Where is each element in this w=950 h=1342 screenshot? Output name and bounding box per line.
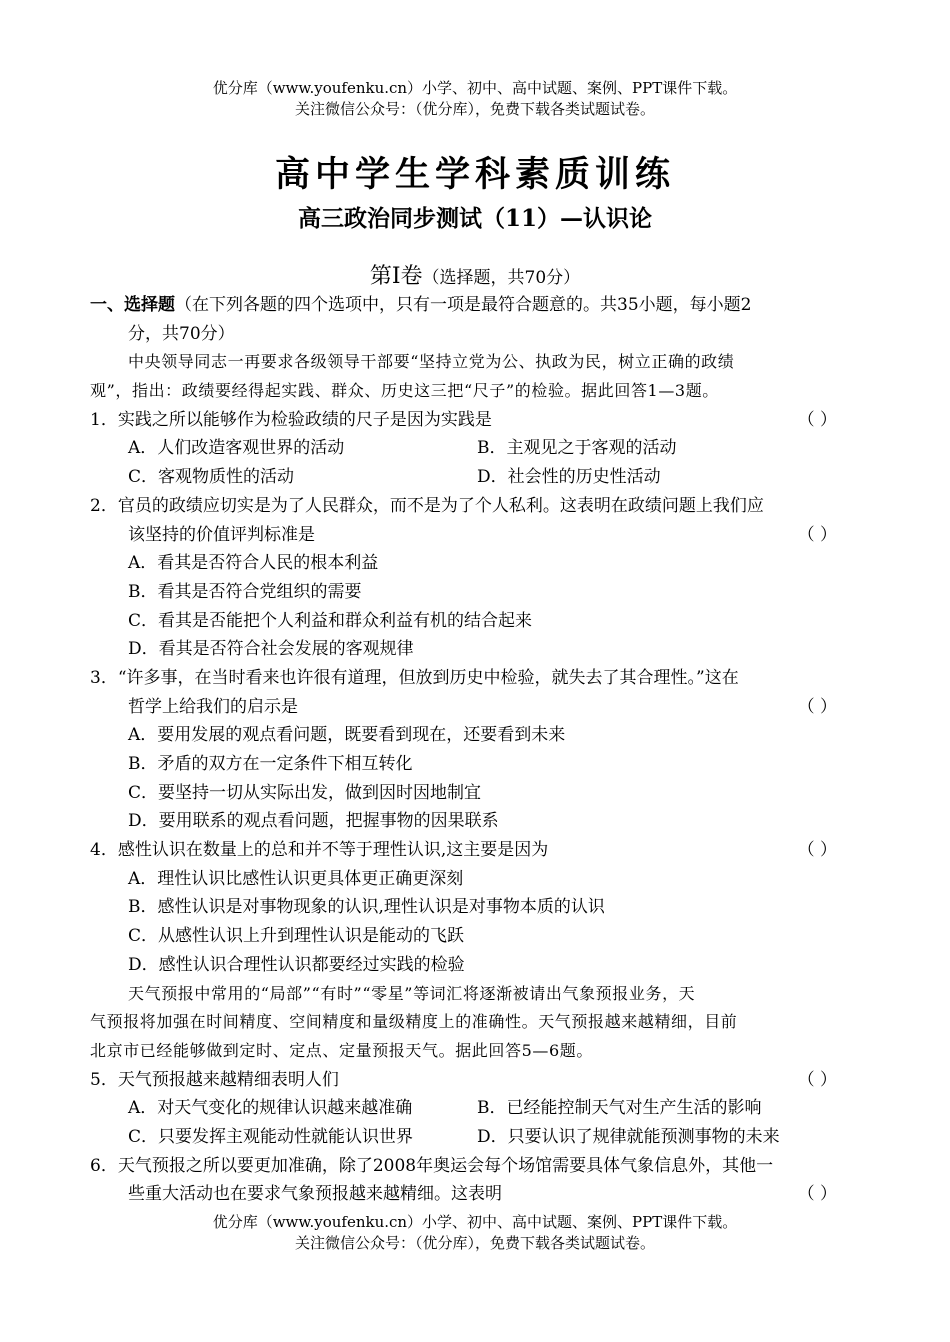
q3-answer-blank[interactable]: （ ） bbox=[797, 696, 837, 717]
passage2-line-1: 天气预报中常用的“局部”“有时”“零星”等词汇将逐渐被请出气象预报业务，天 bbox=[128, 983, 696, 1003]
passage2-line-3: 北京市已经能够做到定时、定点、定量预报天气。据此回答5—6题。 bbox=[90, 1040, 593, 1060]
q5-option-b[interactable]: B．已经能控制天气对生产生活的影响 bbox=[477, 1098, 762, 1119]
header-line-1: 优分库（www.youfenku.cn）小学、初中、高中试题、案例、PPT课件下载。 bbox=[212, 79, 738, 97]
q5-options-row-2 bbox=[90, 1123, 865, 1152]
page-title: 高中学生学科素质训练 bbox=[274, 155, 675, 195]
q1-stem-text: 1．实践之所以能够作为检验政绩的尺子是因为实践是 bbox=[90, 409, 492, 430]
q2-option-b[interactable]: B．看其是否符合党组织的需要 bbox=[128, 581, 362, 602]
q3-option-d[interactable]: D．要用联系的观点看问题，把握事物的因果联系 bbox=[128, 811, 499, 832]
q2-answer-blank[interactable]: （ ） bbox=[797, 524, 837, 545]
q4-answer-blank[interactable]: （ ） bbox=[797, 840, 837, 861]
question-body bbox=[90, 291, 865, 1209]
q2-stem-1: 2．官员的政绩应切实是为了人民群众，而不是为了个人私利。这表明在政绩问题上我们应 bbox=[90, 495, 764, 516]
q5-options-row-1 bbox=[90, 1094, 865, 1123]
section-instruction bbox=[90, 291, 865, 320]
q1-option-b[interactable]: B．主观见之于客观的活动 bbox=[477, 438, 677, 459]
volume-note: （选择题，共70分） bbox=[422, 268, 581, 288]
q5-option-c[interactable]: C．只要发挥主观能动性就能认识世界 bbox=[128, 1126, 414, 1147]
q1-options-row-1 bbox=[90, 434, 865, 463]
passage1-line-2: 观”，指出：政绩要经得起实践、群众、历史这三把“尺子”的检验。据此回答1—3题。 bbox=[90, 381, 719, 401]
q5-option-a[interactable]: A．对天气变化的规律认识越来越准确 bbox=[128, 1098, 413, 1119]
header-line-2: 关注微信公众号：（优分库），免费下载各类试题试卷。 bbox=[294, 100, 655, 118]
q5-answer-blank[interactable]: （ ） bbox=[797, 1069, 837, 1090]
q1-stem bbox=[90, 406, 865, 435]
q3-stem-text: 哲学上给我们的启示是 bbox=[128, 696, 298, 717]
q5-stem bbox=[90, 1066, 865, 1095]
q2-stem-2 bbox=[90, 521, 865, 550]
section-lead: 一、选择题 bbox=[90, 295, 175, 315]
q6-stem-text: 些重大活动也在要求气象预报越来越精细。这表明 bbox=[128, 1184, 502, 1205]
q6-stem-2 bbox=[90, 1180, 865, 1209]
section-instr-2: 分，共70分） bbox=[128, 323, 235, 344]
q1-option-d[interactable]: D．社会性的历史性活动 bbox=[477, 467, 661, 488]
q5-stem-text: 5．天气预报越来越精细表明人们 bbox=[90, 1069, 339, 1090]
q6-answer-blank[interactable]: （ ） bbox=[797, 1184, 837, 1205]
page-subtitle: 高三政治同步测试（11）—认识论 bbox=[297, 205, 652, 232]
q3-stem-1: 3．“许多事，在当时看来也许很有道理，但放到历史中检验，就失去了其合理性。”这在 bbox=[90, 667, 739, 688]
q6-stem-1: 6．天气预报之所以要更加准确，除了2008年奥运会每个场馆需要具体气象信息外，其他一 bbox=[90, 1155, 774, 1176]
volume-heading bbox=[0, 262, 950, 293]
q2-option-c[interactable]: C．看其是否能把个人利益和群众利益有机的结合起来 bbox=[128, 610, 533, 631]
q3-option-c[interactable]: C．要坚持一切从实际出发，做到因时因地制宜 bbox=[128, 782, 482, 803]
q3-option-b[interactable]: B．矛盾的双方在一定条件下相互转化 bbox=[128, 754, 413, 774]
q2-stem-text: 该坚持的价值评判标准是 bbox=[128, 524, 315, 545]
q4-option-b[interactable]: B．感性认识是对事物现象的认识,理性认识是对事物本质的认识 bbox=[128, 897, 605, 918]
passage2-line-2: 气预报将加强在时间精度、空间精度和量级精度上的准确性。天气预报越来越精细，目前 bbox=[90, 1012, 738, 1032]
section-instr-1: （在下列各题的四个选项中，只有一项是最符合题意的。共35小题，每小题2 bbox=[175, 295, 752, 315]
q1-answer-blank[interactable]: （ ） bbox=[797, 409, 837, 430]
passage1-line-1: 中央领导同志一再要求各级领导干部要“坚持立党为公、执政为民，树立正确的政绩 bbox=[128, 352, 735, 372]
q4-stem bbox=[90, 836, 865, 865]
volume-label: 第Ⅰ卷 bbox=[369, 264, 423, 289]
q1-option-c[interactable]: C．客观物质性的活动 bbox=[128, 467, 295, 488]
q4-option-a[interactable]: A．理性认识比感性认识更具体更正确更深刻 bbox=[128, 868, 464, 889]
q4-option-c[interactable]: C．从感性认识上升到理性认识是能动的飞跃 bbox=[128, 926, 465, 947]
q3-stem-2 bbox=[90, 693, 865, 722]
q1-option-a[interactable]: A．人们改造客观世界的活动 bbox=[128, 438, 345, 459]
q5-option-d[interactable]: D．只要认识了规律就能预测事物的未来 bbox=[477, 1126, 780, 1147]
footer-line-2: 关注微信公众号：（优分库），免费下载各类试题试卷。 bbox=[294, 1234, 655, 1252]
q4-option-d[interactable]: D．感性认识合理性认识都要经过实践的检验 bbox=[128, 954, 465, 975]
q3-option-a[interactable]: A．要用发展的观点看问题，既要看到现在，还要看到未来 bbox=[128, 725, 566, 746]
q1-options-row-2 bbox=[90, 463, 865, 492]
q2-option-d[interactable]: D．看其是否符合社会发展的客观规律 bbox=[128, 639, 414, 660]
q4-stem-text: 4．感性认识在数量上的总和并不等于理性认识,这主要是因为 bbox=[90, 840, 549, 861]
q2-option-a[interactable]: A．看其是否符合人民的根本利益 bbox=[128, 553, 379, 574]
footer-line-1: 优分库（www.youfenku.cn）小学、初中、高中试题、案例、PPT课件下载。 bbox=[212, 1213, 738, 1231]
